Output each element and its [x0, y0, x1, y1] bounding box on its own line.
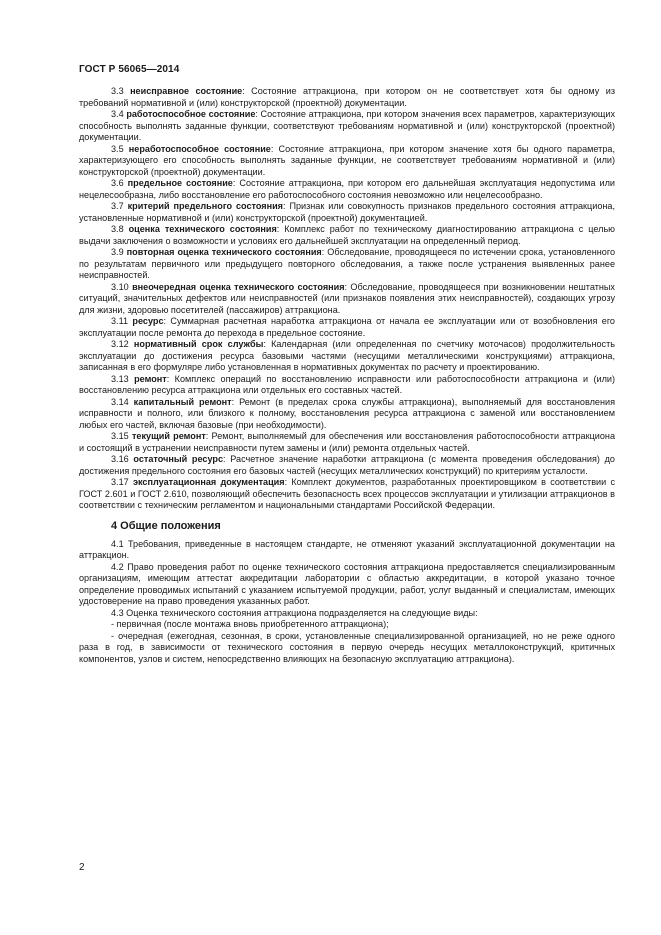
definition-item — [79, 477, 615, 512]
definition-text: : Признак или совокупность признаков предельного состояния аттракциона, установленные нормативной и (или) конструкторской (проектной) документацией. — [79, 201, 615, 223]
definition-text: : Комплекс работ по техническому диагностированию аттракциона с целью выдачи заключения о возможности и условиях его дальнейшей эксплуатации на определенный период. — [79, 224, 615, 246]
document-body — [79, 86, 615, 665]
definition-term: повторная оценка технического состояния — [126, 247, 322, 257]
definition-item — [79, 144, 615, 179]
definition-text: : Состояние аттракциона, при котором он не соответствует хотя бы одному из требований нормативной и (или) конструкторской (проектной) документации. — [79, 86, 615, 108]
definition-term: текущий ремонт — [131, 431, 206, 441]
definition-number: 3.7 — [111, 201, 124, 211]
definition-text: : Ремонт (в пределах срока службы аттракциона), выполняемый для восстановления исправности и полного, или близкого к полному, восстановления ресурса аттракциона с заменой или восстановлением любых его частей, включая базовые (при необходимости). — [79, 396, 616, 430]
definition-number: 3.5 — [111, 143, 124, 154]
definition-term: критерий предельного состояния — [127, 201, 283, 211]
definition-term: неработоспособное состояние — [128, 143, 271, 154]
definition-term: эксплуатационная документация — [132, 477, 285, 487]
definition-term: неисправное состояние — [130, 86, 243, 96]
section-4-body — [79, 539, 615, 666]
definition-term: нормативный срок службы — [133, 339, 264, 349]
definition-item — [79, 86, 615, 109]
definition-text: : Ремонт, выполняемый для обеспечения или восстановления работоспособности аттракциона и состоящий в устранении неисправности путем замены и (или) ремонта отдельных частей. — [79, 431, 615, 453]
definition-item — [79, 282, 615, 317]
paragraph-4-1: 4.1 Требования, приведенные в настоящем стандарте, не отменяют указаний эксплуатационной документации на аттракцион. — [79, 538, 615, 560]
definition-item — [79, 201, 615, 224]
definition-number: 3.8 — [111, 224, 124, 234]
definition-item — [79, 247, 615, 282]
definition-term: работоспособное состояние — [126, 109, 256, 119]
definition-number: 3.17 — [111, 477, 129, 487]
definition-number: 3.3 — [111, 86, 124, 96]
definition-text: : Комплекс операций по восстановлению исправности или работоспособности аттракциона и (или) восстановлению ресурса аттракциона или отдельных его составных частей. — [79, 373, 615, 395]
definition-number: 3.4 — [111, 109, 124, 119]
definition-item — [79, 178, 615, 201]
paragraph-4-3: 4.3 Оценка технического состояния аттракциона подразделяется на следующие виды: — [111, 607, 478, 618]
definition-number: 3.6 — [111, 178, 124, 188]
definition-text: : Суммарная расчетная наработка аттракциона от начала ее эксплуатации или от возобновления его эксплуатации после ремонта до перехода в предельное состояние. — [79, 316, 615, 338]
page-number: 2 — [79, 862, 85, 873]
definition-number: 3.13 — [111, 373, 129, 384]
definition-text: : Обследование, проводящееся по истечении срока, установленного по результатам первичного или предыдущего повторного обследования, а также после устранения выявленных ранее неисправностей. — [79, 247, 616, 280]
definition-term: оценка технического состояния — [128, 224, 277, 234]
definition-term: внеочередная оценка технического состояния — [132, 281, 345, 292]
definition-item — [79, 397, 615, 432]
definition-number: 3.11 — [111, 316, 129, 326]
list-item-regular: - очередная (ежегодная, сезонная, в сроки, установленные специализированной организацией, но не реже одного раза в год, в зависимости от технического состояния в первую очередь несущих металлоконструкций, критичных компонентов, узлов и систем, непосредственно влияющих на безопасную эксплуатацию аттракциона). — [79, 630, 615, 664]
definition-item — [79, 374, 615, 397]
definition-number: 3.14 — [111, 396, 129, 407]
definition-text: : Состояние аттракциона, при котором его дальнейшая эксплуатация недопустима или нецелесообразна, либо восстановление его работоспособного состояния невозможно или нецелесообразно. — [79, 178, 615, 200]
definition-item — [79, 454, 615, 477]
section-heading: 4 Общие положения — [111, 519, 221, 532]
definition-item — [79, 316, 615, 339]
document-header: ГОСТ Р 56065—2014 — [79, 64, 180, 75]
definition-number: 3.16 — [111, 454, 129, 464]
definition-text: : Состояние аттракциона, при котором значение хотя бы одного параметра, характеризующего его способность выполнять заданные функции, не соответствует требованиям нормативной и (или) конструкторской (проектной) документации. — [79, 143, 615, 177]
definition-text: : Состояние аттракциона, при котором значения всех параметров, характеризующих способность выполнять заданные функции, соответствуют требованиям нормативной и (или) конструкторской (проектной) документации. — [79, 109, 615, 142]
definition-number: 3.10 — [111, 281, 129, 292]
definition-text: : Обследование, проводящееся при возникновении нештатных ситуаций, значительных дефектов или неисправностей (или признаков появления этих неисправностей), создающих угрозу для жизни, здоровью посетителей (пассажиров) аттракциона. — [79, 281, 615, 315]
definition-term: предельное состояние — [127, 178, 233, 188]
definition-number: 3.9 — [111, 247, 124, 257]
definitions-list — [79, 86, 615, 512]
definition-term: ресурс — [132, 316, 164, 326]
definition-item — [79, 431, 615, 454]
definition-text: : Календарная (или определенная по счетчику моточасов) продолжительность эксплуатации до достижения ресурса базовыми частями (несущими металлическими конструкциями) аттракциона, записанная в его формуляре либо установленная в нормативных документах по расчету и проектированию. — [79, 339, 616, 372]
definition-item — [79, 339, 615, 374]
definition-item — [79, 224, 615, 247]
definition-text: : Расчетное значение наработки аттракциона (с момента проведения обследования) до достижения предельного состояния его базовых частей (несущих металлических конструкций) по критериям усталости. — [79, 454, 615, 476]
definition-term: ремонт — [134, 373, 167, 384]
definition-number: 3.12 — [111, 339, 129, 349]
definition-item — [79, 109, 615, 144]
definition-term: капитальный ремонт — [133, 396, 232, 407]
definition-term: остаточный ресурс — [133, 454, 224, 464]
definition-text: : Комплект документов, разработанных проектировщиком в соответствии с ГОСТ 2.601 и ГОСТ 2.610, позволяющий обеспечить безопасность всех процессов эксплуатации и утилизации аттракционов в соответствии с техническим регламентом и национальными стандартами Российской Федерации. — [79, 477, 616, 510]
definition-number: 3.15 — [111, 431, 129, 441]
paragraph-4-2: 4.2 Право проведения работ по оценке технического состояния аттракциона предоставляется специализированным организациям, имеющим аттестат аккредитации лаборатории с областью аккредитации, в которой указано точное определение проводимых испытаний с указанием испытуемой продукции, работ, услуг выданный и специалистам, имеющих удостоверение на право проведения указанных работ. — [79, 561, 615, 606]
list-item-primary: - первичная (после монтажа вновь приобретенного аттракциона); — [111, 619, 389, 629]
